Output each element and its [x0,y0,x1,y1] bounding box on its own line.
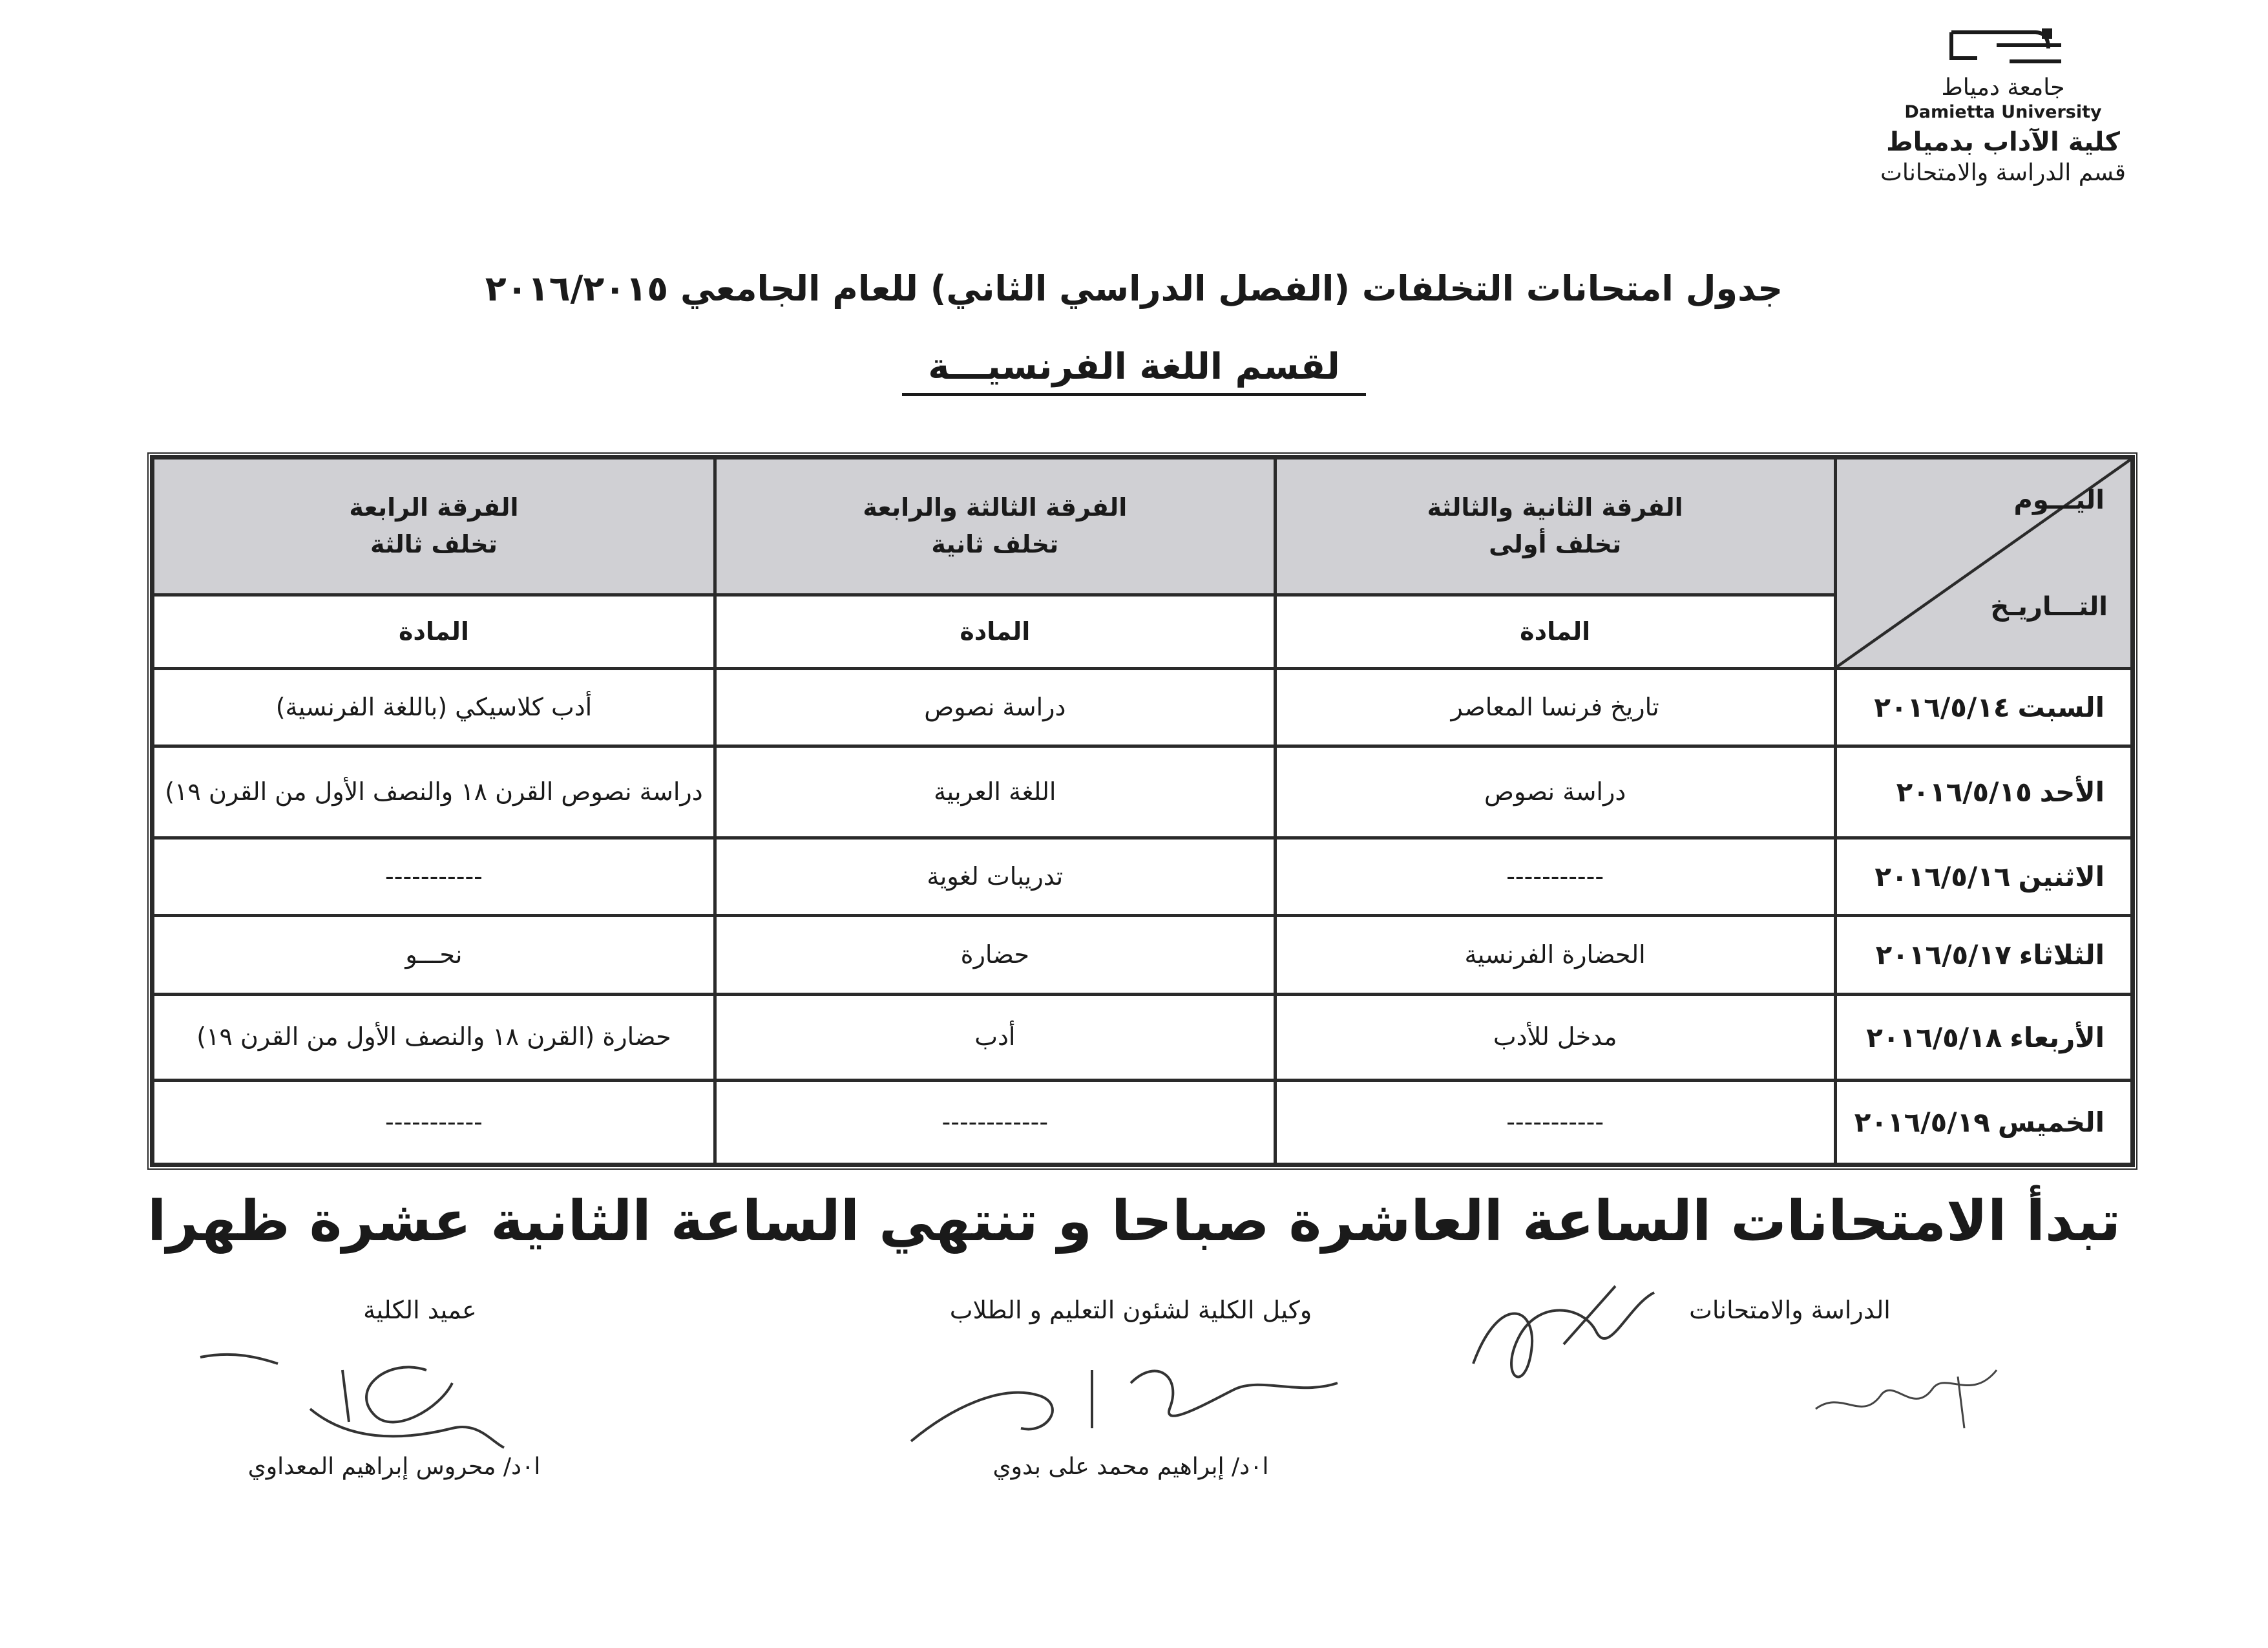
faculty-name: كلية الآداب بدمياط [1886,127,2120,157]
day-date-cell [1835,838,2132,916]
group-label: الفرقة الرابعة [349,493,519,522]
day-date-cell [1835,916,2132,995]
day-name: الأربعاء [2010,1021,2105,1053]
column-header-group3 [153,458,715,595]
table-row [153,838,2132,916]
corner-day-label: اليـــوم [2013,485,2105,515]
day-date-cell [1835,668,2132,746]
day-date-cell [1835,746,2132,838]
column-header-group2 [715,458,1275,595]
letterhead [1867,26,2139,189]
exam-date: ٢٠١٦/٥/١٨ [1866,1021,2002,1053]
group-sublabel: تخلف ثانية [931,530,1059,559]
university-name-arabic: جامعة دمياط [1941,74,2065,101]
subject-cell: اللغة العربية [715,746,1275,838]
header-row [153,458,2132,595]
signatory-role: الدراسة والامتحانات [1689,1296,1891,1324]
column-header-group1 [1275,458,1835,595]
exam-time-note: تبدأ الامتحانات الساعة العاشرة صباحا و تنتهي الساعة الثانية عشرة ظهرا [147,1189,2121,1254]
subject-cell: دراسة نصوص [715,668,1275,746]
corner-date-label: التـــاريـخ [1990,591,2108,622]
subject-cell: تاريخ فرنسا المعاصر [1275,668,1835,746]
subject-cell: ----------- [1275,1080,1835,1164]
signatory-name: ا٠د/ محروس إبراهيم المعداوي [247,1453,541,1480]
handwritten-signature [1803,1351,2022,1441]
subject-cell: حضارة [715,916,1275,995]
subject-header: المادة [153,595,715,668]
handwritten-signature [1460,1267,1680,1409]
subject-cell: الحضارة الفرنسية [1275,916,1835,995]
day-name: الاثنين [2018,861,2105,893]
subject-cell: حضارة (القرن ١٨ والنصف الأول من القرن ١٩) [153,995,715,1080]
signatory-role: عميد الكلية [363,1296,477,1324]
exam-date: ٢٠١٦/٥/١٦ [1874,861,2011,893]
day-date-corner-cell [1835,458,2132,669]
exam-date: ٢٠١٦/٥/١٧ [1875,939,2011,971]
exam-date: ٢٠١٦/٥/١٥ [1896,776,2032,808]
document-subtitle [0,346,2268,388]
table-row [153,995,2132,1080]
signatory-name: ا٠د/ إبراهيم محمد على بدوي [992,1453,1269,1480]
subject-cell: دراسة نصوص [1275,746,1835,838]
subject-cell: نحـــو [153,916,715,995]
department-name: قسم الدراسة والامتحانات [1880,159,2126,186]
subject-cell: ----------- [1275,838,1835,916]
subject-header: المادة [1275,595,1835,668]
day-name: الأحد [2039,776,2105,808]
group-label: الفرقة الثالثة والرابعة [863,493,1128,522]
subject-cell: أدب [715,995,1275,1080]
day-name: الثلاثاء [2019,939,2105,971]
group-label: الفرقة الثانية والثالثة [1427,493,1683,522]
subject-header: المادة [715,595,1275,668]
subtitle-text: لقسم اللغة الفرنسيـــة [902,346,1366,396]
subject-cell: دراسة نصوص القرن ١٨ والنصف الأول من القرن ١٩) [153,746,715,838]
table-row [153,746,2132,838]
table-row [153,668,2132,746]
signatory-role: وكيل الكلية لشئون التعليم و الطلاب [949,1296,1312,1324]
subject-cell: ----------- [153,838,715,916]
day-name: الخميس [1997,1106,2105,1138]
exam-date: ٢٠١٦/٥/١٩ [1854,1106,1990,1138]
day-date-cell [1835,995,2132,1080]
subject-cell: ----------- [153,1080,715,1164]
table-row [153,1080,2132,1164]
subject-cell: تدريبات لغوية [715,838,1275,916]
handwritten-signature [181,1331,517,1461]
handwritten-signature [898,1331,1363,1461]
day-name: السبت [2017,691,2105,723]
subject-cell: ------------ [715,1080,1275,1164]
group-sublabel: تخلف ثالثة [370,530,498,559]
group-sublabel: تخلف أولى [1489,530,1622,559]
table-row [153,916,2132,995]
day-date-cell [1835,1080,2132,1164]
exam-schedule-table [147,452,2137,1170]
university-logo [1938,26,2068,71]
document-title: جدول امتحانات التخلفات (الفصل الدراسي الثاني) للعام الجامعي ٢٠١٦/٢٠١٥ [485,268,1783,309]
exam-date: ٢٠١٦/٥/١٤ [1874,691,2010,723]
subject-cell: مدخل للأدب [1275,995,1835,1080]
university-name-english: Damietta University [1904,101,2102,122]
schedule-grid [151,456,2134,1166]
subject-cell: أدب كلاسيكي (باللغة الفرنسية) [153,668,715,746]
